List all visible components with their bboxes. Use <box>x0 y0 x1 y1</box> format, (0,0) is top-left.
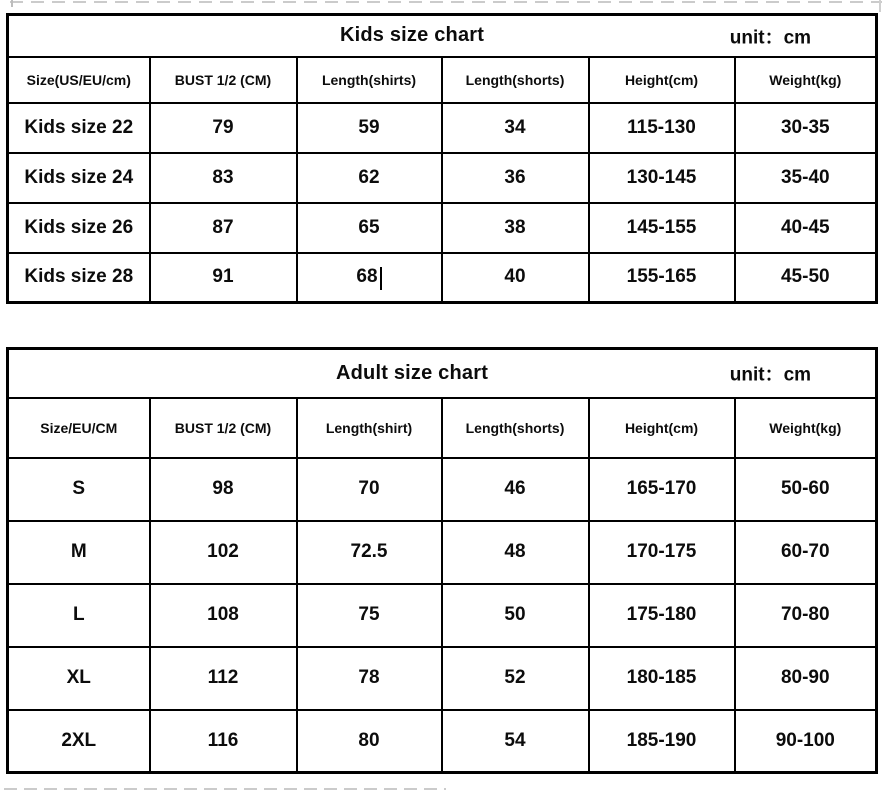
cell-text: 115-130 <box>627 116 696 138</box>
cell-text: 80-90 <box>780 667 830 688</box>
cell-text: Kids size 26 <box>24 216 134 238</box>
text-cursor <box>380 267 382 290</box>
value-cell[interactable] <box>589 253 735 303</box>
value-cell[interactable] <box>589 103 735 153</box>
adult-title-cell[interactable] <box>8 349 877 398</box>
value-cell[interactable] <box>735 584 877 647</box>
value-cell[interactable] <box>735 647 877 710</box>
cell-text: 38 <box>504 216 526 238</box>
header-cell[interactable] <box>8 398 150 458</box>
cell-text: 40-45 <box>780 216 830 238</box>
cell-text: 72.5 <box>350 541 388 562</box>
screen-edge-artifact-top <box>10 1 882 3</box>
value-cell[interactable] <box>735 253 877 303</box>
header-cell[interactable] <box>735 57 877 103</box>
cell-text: Weight(kg) <box>769 71 842 88</box>
cell-text: 108 <box>207 604 239 625</box>
value-cell[interactable] <box>589 584 735 647</box>
table-row <box>8 153 877 203</box>
value-cell[interactable] <box>297 584 442 647</box>
value-cell[interactable] <box>297 521 442 584</box>
header-cell[interactable] <box>297 57 442 103</box>
cell-text: 62 <box>358 166 380 188</box>
cell-text: Height(cm) <box>624 419 699 436</box>
cell-text: 46 <box>504 478 526 499</box>
screen-edge-artifact-bottom <box>4 788 446 790</box>
cell-text: BUST 1/2 (CM) <box>174 419 272 436</box>
cell-text: BUST 1/2 (CM) <box>174 71 272 88</box>
cell-text: 54 <box>504 729 526 751</box>
value-cell[interactable] <box>442 584 589 647</box>
cell-text: 170-175 <box>626 541 697 562</box>
table-row <box>8 647 877 710</box>
header-cell[interactable] <box>589 398 735 458</box>
table-row <box>8 103 877 153</box>
header-cell[interactable] <box>442 398 589 458</box>
header-cell[interactable] <box>150 57 297 103</box>
adult-unit-label: unit：cm <box>729 364 812 386</box>
cell-text: 98 <box>212 478 234 499</box>
size-label-cell[interactable] <box>8 203 150 253</box>
cell-text: 34 <box>504 116 526 138</box>
header-cell[interactable] <box>8 57 150 103</box>
value-cell[interactable] <box>442 458 589 521</box>
cell-text: Length(shirts) <box>321 71 417 88</box>
table-row <box>8 253 877 303</box>
cell-text: 87 <box>212 216 234 238</box>
cell-text: 78 <box>358 667 380 688</box>
value-cell[interactable] <box>442 103 589 153</box>
header-cell[interactable] <box>150 398 297 458</box>
size-label-cell[interactable] <box>8 103 150 153</box>
cell-text: Length(shorts) <box>465 71 565 88</box>
kids-title-row <box>8 15 877 57</box>
cell-text: Size(US/EU/cm) <box>26 71 131 88</box>
cell-text: 35-40 <box>780 166 830 188</box>
size-label-cell[interactable] <box>8 253 150 303</box>
cell-text: 48 <box>504 541 526 562</box>
value-cell[interactable] <box>735 153 877 203</box>
value-cell[interactable] <box>297 153 442 203</box>
adult-table-title: Adult size chart <box>335 361 489 384</box>
cell-text: 116 <box>207 729 239 751</box>
kids-tbody <box>8 15 877 303</box>
cell-text: 79 <box>212 116 234 138</box>
value-cell[interactable] <box>442 521 589 584</box>
value-cell[interactable] <box>735 521 877 584</box>
size-label-cell[interactable] <box>8 521 150 584</box>
kids-title-cell[interactable] <box>8 15 877 57</box>
value-cell[interactable] <box>735 103 877 153</box>
header-row <box>8 57 877 103</box>
value-cell[interactable] <box>442 647 589 710</box>
size-label-cell[interactable] <box>8 153 150 203</box>
cell-text: 59 <box>358 116 380 138</box>
cell-text: Weight(kg) <box>769 419 842 436</box>
cell-text: 65 <box>358 216 380 238</box>
cell-text: Height(cm) <box>624 71 699 88</box>
table-row <box>8 203 877 253</box>
cell-text: 112 <box>207 667 239 688</box>
cell-text: 185-190 <box>626 729 697 751</box>
value-cell[interactable] <box>150 521 297 584</box>
value-cell[interactable] <box>589 203 735 253</box>
value-cell[interactable] <box>150 647 297 710</box>
value-cell[interactable] <box>442 153 589 203</box>
cell-text: 83 <box>212 166 234 188</box>
screen-edge-artifact-topleft <box>11 0 13 7</box>
cell-text: 165-170 <box>626 478 697 499</box>
value-cell[interactable] <box>297 103 442 153</box>
cell-text: 155-165 <box>626 266 697 288</box>
cell-text: 50 <box>504 604 526 625</box>
cell-text: L <box>72 604 85 625</box>
cell-text: 50-60 <box>780 478 830 499</box>
table-row <box>8 584 877 647</box>
cell-text: 40 <box>504 266 526 288</box>
value-cell[interactable] <box>297 710 442 773</box>
kids-size-table <box>6 13 878 304</box>
cell-text: 30-35 <box>780 116 830 138</box>
table-row <box>8 458 877 521</box>
cell-text: 180-185 <box>626 667 697 688</box>
size-label-cell[interactable] <box>8 710 150 773</box>
cell-text: 175-180 <box>626 604 697 625</box>
cell-text: 52 <box>504 667 526 688</box>
cell-text: XL <box>66 667 91 688</box>
value-cell[interactable] <box>150 584 297 647</box>
header-cell[interactable] <box>589 57 735 103</box>
header-cell[interactable] <box>442 57 589 103</box>
value-cell[interactable] <box>297 647 442 710</box>
value-cell[interactable] <box>297 203 442 253</box>
value-cell[interactable] <box>297 253 442 303</box>
cell-text: S <box>72 478 86 499</box>
value-cell[interactable] <box>735 710 877 773</box>
value-cell[interactable] <box>150 710 297 773</box>
adult-tbody <box>8 349 877 773</box>
value-cell[interactable] <box>589 521 735 584</box>
cell-text: Kids size 22 <box>24 116 134 138</box>
header-cell[interactable] <box>735 398 877 458</box>
cell-text: Kids size 24 <box>24 166 134 188</box>
kids-table-title: Kids size chart <box>339 24 485 47</box>
cell-text: 45-50 <box>780 266 830 288</box>
size-label-cell[interactable] <box>8 584 150 647</box>
size-label-cell[interactable] <box>8 647 150 710</box>
cell-text: 70 <box>358 478 380 499</box>
value-cell[interactable] <box>735 203 877 253</box>
cell-text: Length(shorts) <box>465 419 565 436</box>
adult-title-row <box>8 349 877 398</box>
header-row <box>8 398 877 458</box>
value-cell[interactable] <box>150 203 297 253</box>
cell-text: 80 <box>358 729 380 751</box>
size-label-cell[interactable] <box>8 458 150 521</box>
cell-text: 70-80 <box>780 604 830 625</box>
cell-text: Size/EU/CM <box>40 419 118 436</box>
value-cell[interactable] <box>589 710 735 773</box>
value-cell[interactable] <box>589 153 735 203</box>
cell-text: 60-70 <box>780 541 830 562</box>
table-row <box>8 710 877 773</box>
cell-text: 75 <box>358 604 380 625</box>
value-cell[interactable] <box>150 153 297 203</box>
cell-text: 68 <box>356 266 378 288</box>
screen-edge-artifact-topright <box>879 0 881 12</box>
cell-text: 102 <box>207 541 239 562</box>
cell-text: 145-155 <box>626 216 697 238</box>
cell-text: M <box>70 541 87 562</box>
table-row <box>8 521 877 584</box>
value-cell[interactable] <box>442 710 589 773</box>
value-cell[interactable] <box>589 458 735 521</box>
cell-text: 90-100 <box>775 729 835 751</box>
value-cell[interactable] <box>150 253 297 303</box>
value-cell[interactable] <box>442 253 589 303</box>
cell-text: 36 <box>504 166 526 188</box>
header-cell[interactable] <box>297 398 442 458</box>
cell-text: 2XL <box>61 729 97 751</box>
kids-unit-label: unit：cm <box>729 27 812 49</box>
value-cell[interactable] <box>297 458 442 521</box>
adult-size-table <box>6 347 878 774</box>
cell-text: 130-145 <box>626 166 697 188</box>
cell-text: 91 <box>212 266 234 288</box>
cell-text: Length(shirt) <box>325 419 413 436</box>
value-cell[interactable] <box>442 203 589 253</box>
value-cell[interactable] <box>150 103 297 153</box>
value-cell[interactable] <box>150 458 297 521</box>
cell-text: Kids size 28 <box>24 266 134 288</box>
value-cell[interactable] <box>589 647 735 710</box>
value-cell[interactable] <box>735 458 877 521</box>
